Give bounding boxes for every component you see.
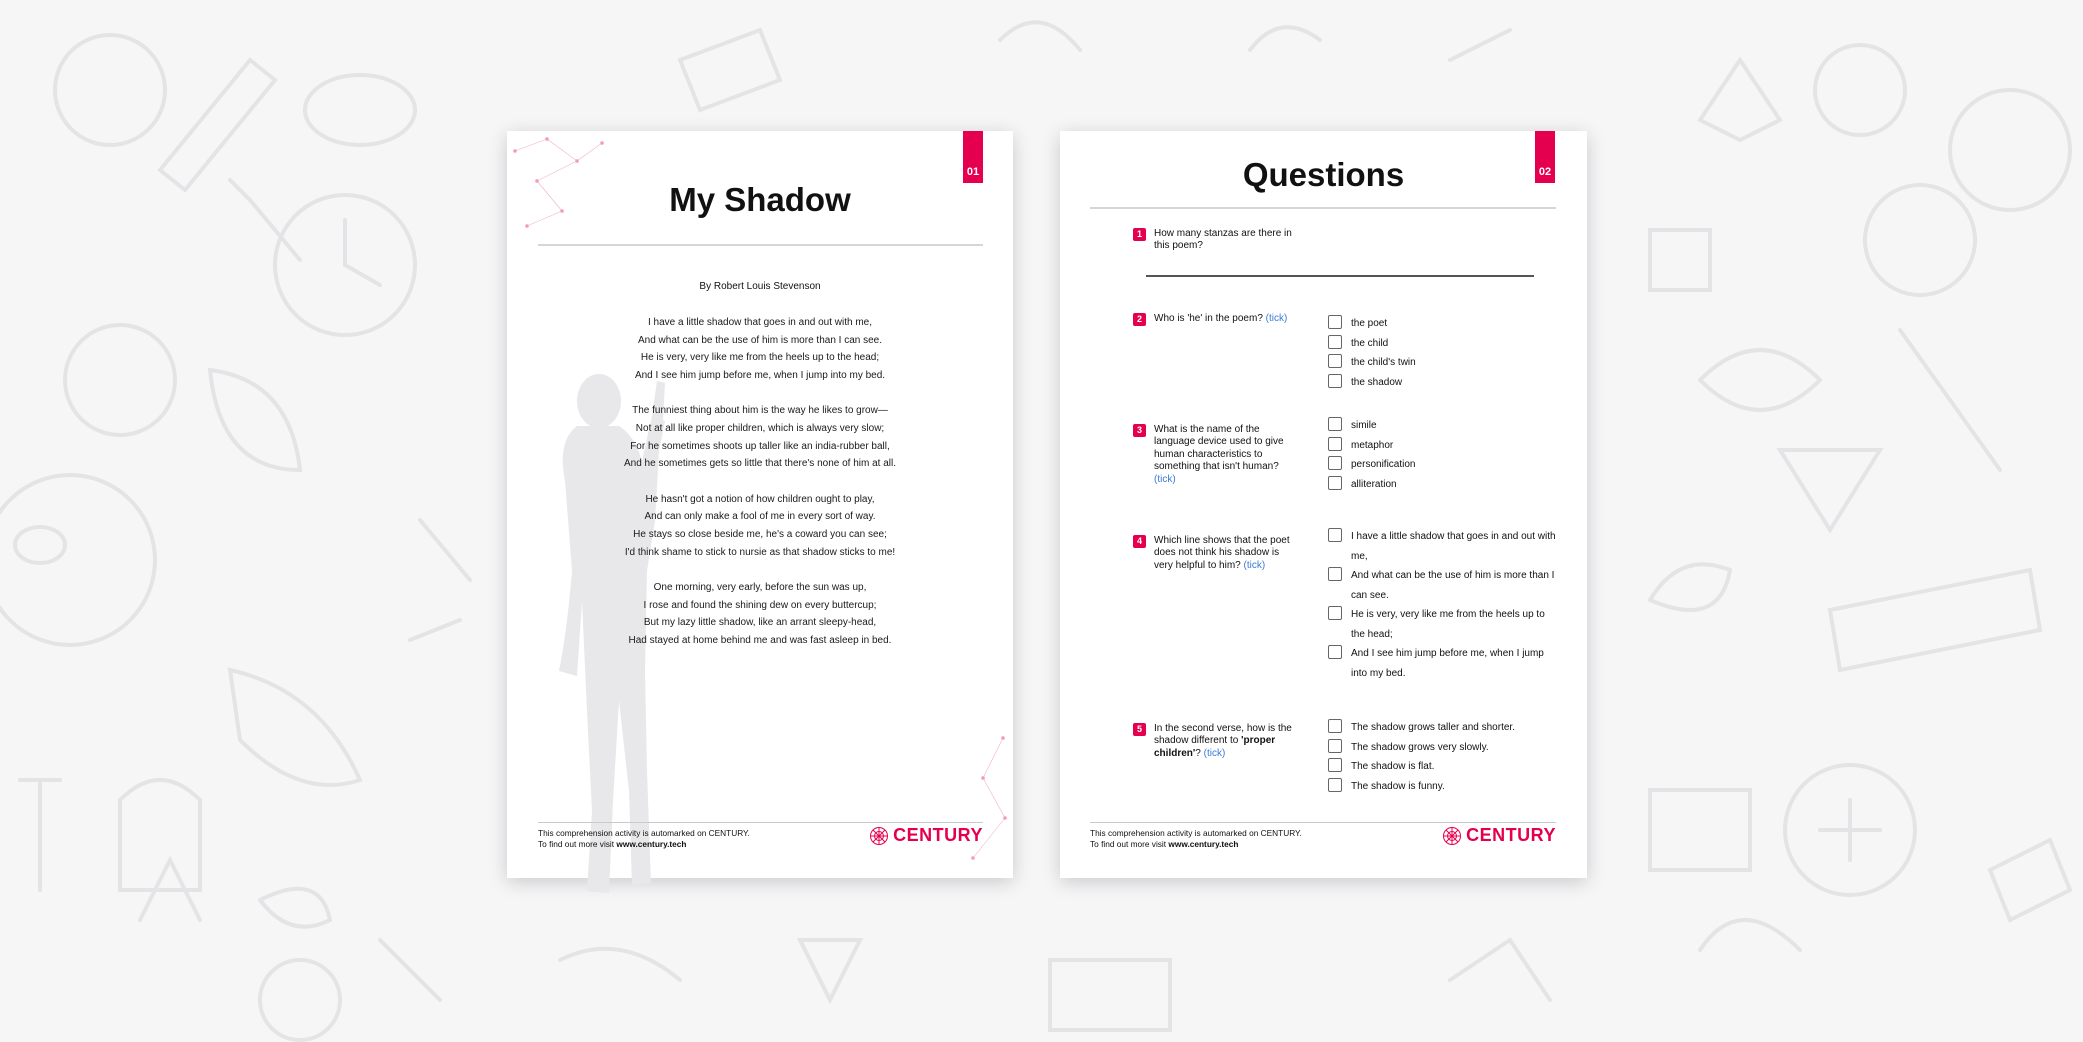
footer-line: This comprehension activity is automarked on CENTURY. — [538, 828, 750, 838]
poem-line: Not at all like proper children, which is always very slow; — [635, 423, 885, 435]
footer-line: This comprehension activity is automarked on CENTURY. — [1090, 828, 1302, 838]
footer-prefix: To find out more visit — [1090, 839, 1169, 849]
logo-wordmark: CENTURY — [893, 825, 983, 845]
option-label: the child's twin — [1351, 357, 1416, 368]
option-label: alliteration — [1351, 478, 1397, 490]
footer-url-link[interactable]: www.century.tech — [1168, 839, 1239, 849]
century-logo — [1442, 825, 1556, 846]
checkbox[interactable] — [1328, 645, 1342, 659]
question-prompt: Which line shows that the poet does not think his shadow is very helpful to him? — [1154, 535, 1290, 571]
checkbox[interactable] — [1328, 374, 1342, 388]
answer-option[interactable] — [1328, 718, 1558, 738]
option-label: He is very, very like me from the heels up to the head; — [1351, 609, 1545, 640]
page-number-tab: 01 — [963, 131, 983, 183]
question-number: 5 — [1133, 723, 1146, 736]
checkbox[interactable] — [1328, 476, 1342, 490]
poem-stanza — [507, 491, 1013, 562]
poem-stanza — [507, 402, 1013, 473]
question-prompt-suffix: ? — [1195, 747, 1204, 759]
question-text — [1154, 228, 1298, 253]
option-label: the shadow — [1351, 376, 1403, 388]
poem-line: The funniest thing about him is the way he likes to grow— — [632, 405, 888, 417]
checkbox[interactable] — [1328, 719, 1342, 733]
title-divider — [1090, 207, 1556, 209]
poem-stanza — [507, 314, 1013, 385]
question-text — [1154, 535, 1298, 572]
footer-note — [1090, 828, 1302, 850]
answer-option[interactable] — [1328, 334, 1558, 354]
answer-option[interactable] — [1328, 416, 1558, 436]
logo-wordmark: CENTURY — [1466, 825, 1556, 845]
answer-line-input[interactable] — [1146, 275, 1534, 277]
question-prompt: How many stanzas are there in this poem? — [1154, 228, 1292, 252]
question-text — [1154, 313, 1298, 325]
option-label: the poet — [1351, 318, 1388, 329]
worksheet-page-poem — [507, 131, 1013, 878]
poem-line: I have a little shadow that goes in and out with me, — [647, 317, 873, 328]
footer-note — [538, 828, 750, 850]
option-label: I have a little shadow that goes in and out with me, — [1351, 531, 1556, 562]
poem-line: I rose and found the shining dew on every buttercup; — [643, 599, 877, 611]
question-emphasis: 'proper children' — [1154, 735, 1276, 759]
tick-instruction: (tick) — [1203, 747, 1226, 759]
page-number-tab: 02 — [1535, 131, 1555, 183]
question-prompt: What is the name of the language device used to give human characteristics to something that isn't human? — [1154, 424, 1284, 473]
answer-option[interactable] — [1328, 455, 1558, 475]
tick-instruction: (tick) — [1265, 313, 1288, 324]
poem-body — [507, 314, 1013, 667]
question-4 — [1133, 535, 1298, 572]
answer-option[interactable] — [1328, 527, 1558, 566]
question-5 — [1133, 723, 1298, 760]
answer-option[interactable] — [1328, 373, 1558, 393]
question-2 — [1133, 313, 1298, 325]
checkbox[interactable] — [1328, 315, 1342, 329]
checkbox[interactable] — [1328, 606, 1342, 620]
century-logo — [869, 825, 983, 846]
question-number: 1 — [1133, 228, 1146, 241]
answer-option[interactable] — [1328, 314, 1558, 334]
poem-line: And can only make a fool of me in every sort of way. — [644, 511, 876, 523]
option-label: And I see him jump before me, when I jump into my bed. — [1351, 648, 1544, 679]
poem-line: I'd think shame to stick to nursie as that shadow sticks to me! — [624, 546, 896, 558]
option-label: The shadow is flat. — [1351, 761, 1435, 772]
checkbox[interactable] — [1328, 739, 1342, 753]
option-label: The shadow grows very slowly. — [1351, 741, 1489, 753]
option-label: personification — [1351, 459, 1416, 470]
checkbox[interactable] — [1328, 778, 1342, 792]
checkbox[interactable] — [1328, 528, 1342, 542]
answer-options — [1328, 416, 1558, 494]
poem-title: My Shadow — [669, 181, 851, 218]
question-number: 4 — [1133, 535, 1146, 548]
title-divider — [538, 244, 983, 246]
poem-line: He is very, very like me from the heels up to the head; — [640, 352, 880, 364]
question-text — [1154, 723, 1298, 760]
question-3 — [1133, 424, 1298, 486]
poem-stanza — [507, 579, 1013, 650]
checkbox[interactable] — [1328, 567, 1342, 581]
worksheet-page-questions — [1060, 131, 1587, 878]
poem-line: For he sometimes shoots up taller like an india-rubber ball, — [630, 440, 890, 452]
question-number: 2 — [1133, 313, 1146, 326]
checkbox[interactable] — [1328, 335, 1342, 349]
checkbox[interactable] — [1328, 437, 1342, 451]
tick-instruction: (tick) — [1243, 559, 1266, 571]
poem-line: Had stayed at home behind me and was fast asleep in bed. — [628, 635, 892, 647]
answer-options — [1328, 718, 1558, 796]
question-prompt: In the second verse, how is the shadow different to — [1154, 723, 1292, 747]
option-label: the child — [1351, 337, 1389, 349]
question-1 — [1133, 228, 1298, 253]
checkbox[interactable] — [1328, 456, 1342, 470]
poem-line: One morning, very early, before the sun was up, — [653, 581, 867, 593]
answer-option[interactable] — [1328, 757, 1558, 777]
question-number: 3 — [1133, 424, 1146, 437]
checkbox[interactable] — [1328, 758, 1342, 772]
footer-line — [1090, 839, 1302, 850]
poem-line: And I see him jump before me, when I jump into my bed. — [634, 370, 886, 382]
century-brain-icon — [869, 826, 889, 846]
question-text — [1154, 424, 1298, 486]
option-label: And what can be the use of him is more than I can see. — [1351, 570, 1555, 601]
answer-option[interactable] — [1328, 605, 1558, 644]
tick-instruction: (tick) — [1154, 473, 1176, 485]
footer-url-link[interactable]: www.century.tech — [616, 839, 687, 849]
footer-divider — [1090, 822, 1556, 823]
checkbox[interactable] — [1328, 354, 1342, 368]
answer-option[interactable] — [1328, 353, 1558, 373]
poem-line: He stays so close beside me, he's a coward you can see; — [633, 529, 887, 541]
poem-line: And he sometimes gets so little that there's none of him at all. — [623, 458, 897, 470]
answer-option[interactable] — [1328, 475, 1558, 495]
century-brain-icon — [1442, 826, 1462, 846]
questions-title: Questions — [1242, 156, 1405, 193]
poem-author: By Robert Louis Stevenson — [699, 281, 821, 292]
answer-option[interactable] — [1328, 644, 1558, 683]
answer-option[interactable] — [1328, 738, 1558, 758]
poem-line: But my lazy little shadow, like an arrant sleepy-head, — [643, 617, 877, 629]
option-label: The shadow grows taller and shorter. — [1351, 722, 1515, 733]
footer-line — [538, 839, 750, 850]
poem-line: He hasn't got a notion of how children ought to play, — [645, 493, 875, 505]
answer-option[interactable] — [1328, 436, 1558, 456]
option-label: simile — [1351, 420, 1377, 431]
answer-options — [1328, 314, 1558, 392]
decorative-network-dots — [943, 728, 1013, 878]
poem-line: And what can be the use of him is more than I can see. — [637, 334, 883, 346]
question-prompt: Who is 'he' in the poem? — [1154, 313, 1266, 324]
footer-prefix: To find out more visit — [538, 839, 617, 849]
answer-option[interactable] — [1328, 566, 1558, 605]
footer-divider — [538, 822, 983, 823]
option-label: The shadow is funny. — [1351, 780, 1445, 792]
checkbox[interactable] — [1328, 417, 1342, 431]
answer-option[interactable] — [1328, 777, 1558, 797]
option-label: metaphor — [1351, 439, 1394, 451]
answer-options — [1328, 527, 1558, 683]
